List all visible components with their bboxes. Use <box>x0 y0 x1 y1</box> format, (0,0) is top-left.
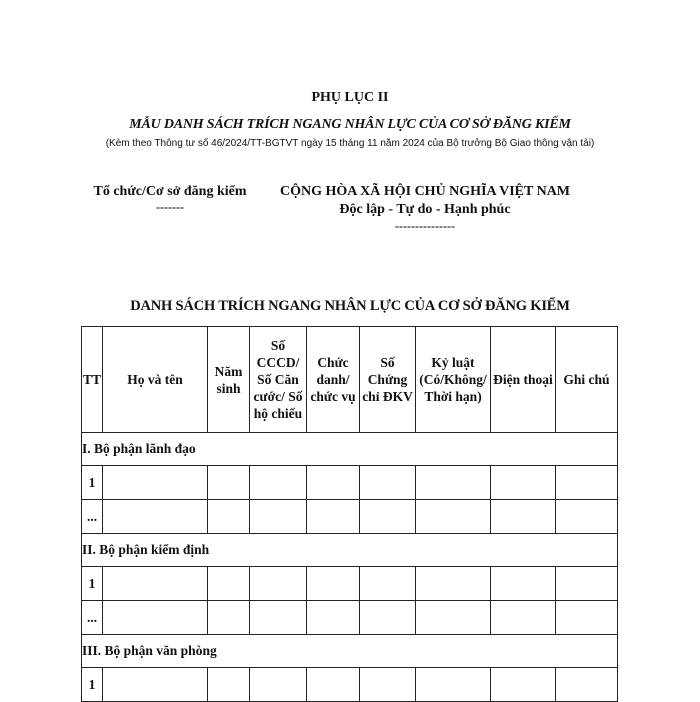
row-number: ... <box>82 500 103 534</box>
table-row <box>82 500 618 534</box>
table-cell[interactable] <box>250 500 307 534</box>
staff-table <box>81 326 618 702</box>
table-row <box>82 466 618 500</box>
table-cell[interactable] <box>556 567 618 601</box>
table-cell[interactable] <box>556 668 618 702</box>
row-number: ... <box>82 601 103 635</box>
table-cell[interactable] <box>416 601 491 635</box>
table-cell[interactable] <box>208 500 250 534</box>
nation-divider: --------------- <box>395 219 455 233</box>
row-number: 1 <box>82 567 103 601</box>
table-cell[interactable] <box>250 466 307 500</box>
table-cell[interactable] <box>103 466 208 500</box>
column-header: Năm sinh <box>208 327 250 433</box>
table-cell[interactable] <box>416 500 491 534</box>
form-title: MẪU DANH SÁCH TRÍCH NGANG NHÂN LỰC CỦA CƠ SỞ ĐĂNG KIỂM <box>129 117 571 132</box>
form-note: (Kèm theo Thông tư số 46/2024/TT-BGTVT ngày 15 tháng 11 năm 2024 của Bộ trưởng Bộ Giao thông vận tải) <box>105 138 595 149</box>
section-title: I. Bộ phận lãnh đạo <box>82 433 618 466</box>
organization-block <box>80 183 260 214</box>
table-cell[interactable] <box>103 500 208 534</box>
organization-name: Tổ chức/Cơ sở đăng kiểm <box>93 184 247 199</box>
table-cell[interactable] <box>416 567 491 601</box>
table-cell[interactable] <box>307 567 360 601</box>
table-cell[interactable] <box>360 668 416 702</box>
table-cell[interactable] <box>416 668 491 702</box>
row-number: 1 <box>82 668 103 702</box>
table-cell[interactable] <box>360 500 416 534</box>
row-number: 1 <box>82 466 103 500</box>
section-row <box>82 433 618 466</box>
table-cell[interactable] <box>250 601 307 635</box>
column-header: Kỷ luật (Có/Không/ Thời hạn) <box>416 327 491 433</box>
column-header: Điện thoại <box>491 327 556 433</box>
table-cell[interactable] <box>491 668 556 702</box>
table-row <box>82 601 618 635</box>
table-cell[interactable] <box>416 466 491 500</box>
column-header: Họ và tên <box>103 327 208 433</box>
table-cell[interactable] <box>360 466 416 500</box>
national-header <box>280 183 570 233</box>
section-title: III. Bộ phận văn phòng <box>82 635 618 668</box>
table-cell[interactable] <box>360 567 416 601</box>
table-cell[interactable] <box>360 601 416 635</box>
table-cell[interactable] <box>208 601 250 635</box>
appendix-title: PHỤ LỤC II <box>311 90 389 105</box>
organization-divider: ------- <box>156 200 184 214</box>
column-header: Số CCCD/ Số Căn cước/ Số hộ chiếu <box>250 327 307 433</box>
table-cell[interactable] <box>103 601 208 635</box>
table-cell[interactable] <box>491 466 556 500</box>
table-cell[interactable] <box>208 668 250 702</box>
table-cell[interactable] <box>556 466 618 500</box>
table-cell[interactable] <box>250 567 307 601</box>
column-header: Ghi chú <box>556 327 618 433</box>
section-title: II. Bộ phận kiểm định <box>82 534 618 567</box>
table-cell[interactable] <box>208 466 250 500</box>
table-cell[interactable] <box>491 567 556 601</box>
table-cell[interactable] <box>307 601 360 635</box>
nation-motto: Độc lập - Tự do - Hạnh phúc <box>339 202 511 217</box>
column-header: TT <box>82 327 103 433</box>
list-title: DANH SÁCH TRÍCH NGANG NHÂN LỰC CỦA CƠ SỞ ĐĂNG KIỂM <box>130 298 570 314</box>
table-row <box>82 668 618 702</box>
column-header: Số Chứng chỉ ĐKV <box>360 327 416 433</box>
table-cell[interactable] <box>103 567 208 601</box>
column-header: Chức danh/ chức vụ <box>307 327 360 433</box>
table-cell[interactable] <box>491 500 556 534</box>
table-row <box>82 567 618 601</box>
table-cell[interactable] <box>491 601 556 635</box>
table-cell[interactable] <box>103 668 208 702</box>
table-cell[interactable] <box>208 567 250 601</box>
section-row <box>82 534 618 567</box>
table-cell[interactable] <box>307 668 360 702</box>
table-cell[interactable] <box>556 601 618 635</box>
table-cell[interactable] <box>307 466 360 500</box>
nation-name: CỘNG HÒA XÃ HỘI CHỦ NGHĨA VIỆT NAM <box>280 184 571 199</box>
section-row <box>82 635 618 668</box>
table-cell[interactable] <box>307 500 360 534</box>
table-cell[interactable] <box>556 500 618 534</box>
table-cell[interactable] <box>250 668 307 702</box>
table-header-row <box>82 327 618 433</box>
